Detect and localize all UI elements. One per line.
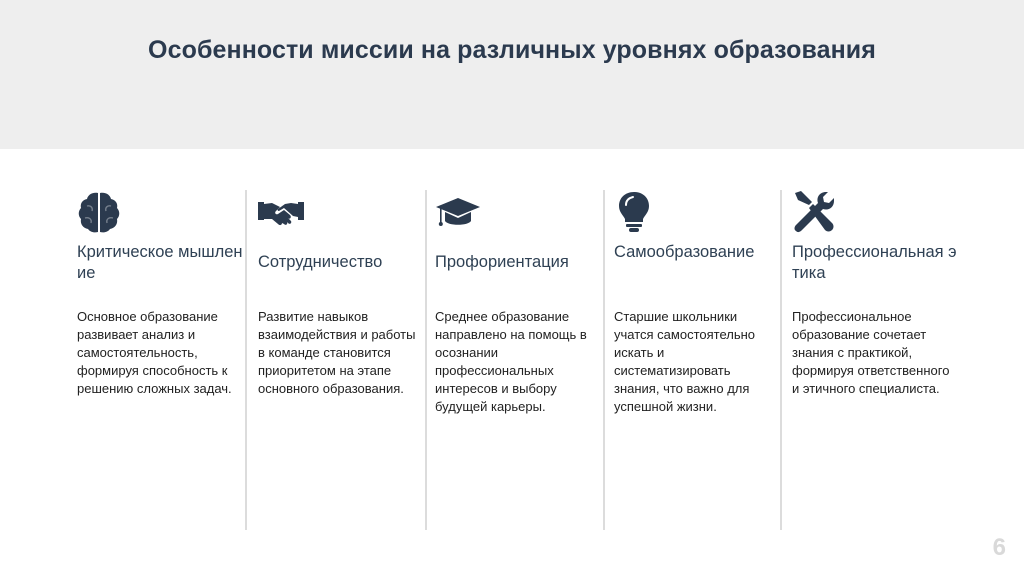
- lightbulb-icon: [614, 190, 662, 234]
- column-title: Критическое мышление: [77, 243, 243, 282]
- header-band: [0, 0, 1024, 149]
- column-text: Развитие навыков взаимодействия и работы в команде становится приоритетом на этапе основного образования.: [258, 309, 416, 396]
- tools-icon: [792, 190, 840, 234]
- column-divider: [245, 190, 247, 530]
- handshake-icon: [258, 190, 306, 234]
- column-title: Профориентация: [435, 253, 569, 271]
- column-divider: [603, 190, 605, 530]
- column-divider: [425, 190, 427, 530]
- brain-icon: [77, 190, 125, 234]
- page-number: 6: [992, 534, 1006, 561]
- graduation-cap-icon: [435, 190, 483, 234]
- column-title: Профессиональная этика: [792, 243, 957, 282]
- column-title: Сотрудничество: [258, 253, 383, 271]
- column-text: Основное образование развивает анализ и самостоятельность, формируя способность к решению сложных задач.: [77, 309, 232, 396]
- column-title: Самообразование: [614, 243, 755, 261]
- column-text: Профессиональное образование сочетает знания с практикой, формируя ответственного и этичного специалиста.: [792, 309, 950, 396]
- column-text: Среднее образование направлено на помощь в осознании профессиональных интересов и выбору будущей карьеры.: [435, 309, 587, 414]
- slide-title: Особенности миссии на различных уровнях образования: [148, 36, 876, 64]
- column-divider: [780, 190, 782, 530]
- column-text: Старшие школьники учатся самостоятельно искать и систематизировать знания, что важно для успешной жизни.: [614, 309, 756, 414]
